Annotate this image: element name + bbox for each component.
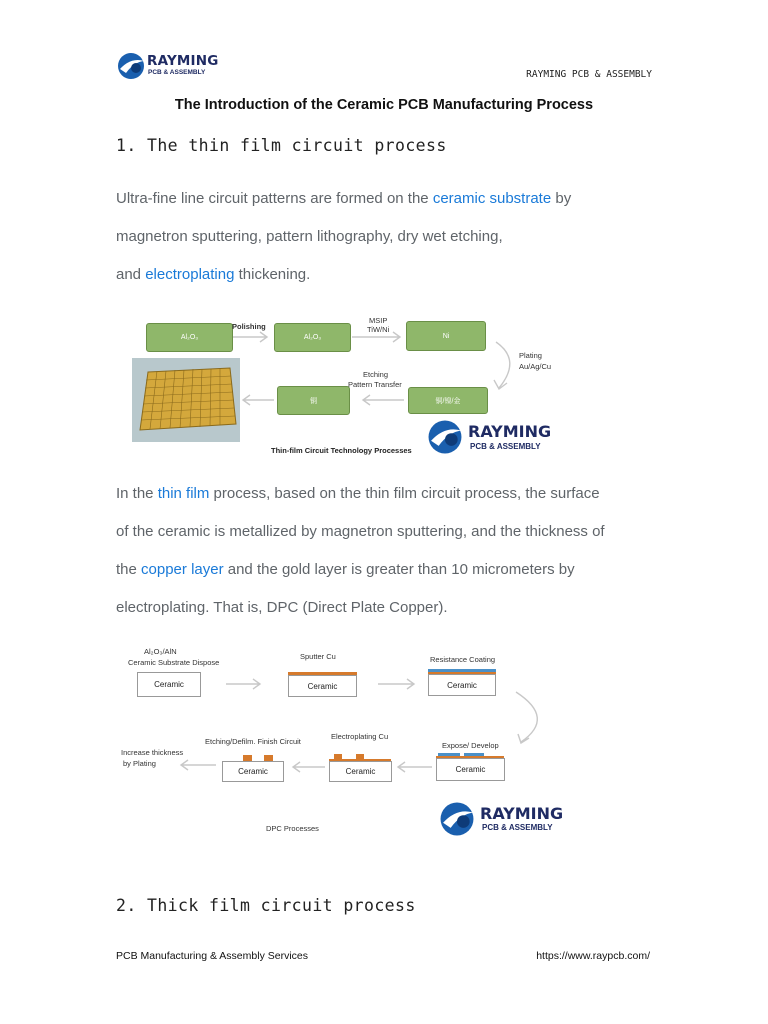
- text: the: [116, 561, 142, 578]
- link-copper-layer[interactable]: copper layer: [141, 561, 224, 578]
- label-pattern-transfer: Pattern Transfer: [348, 380, 402, 389]
- plated-panel-grid: [132, 358, 240, 442]
- process-box-al2o3-2: Al₂O₃: [274, 323, 351, 352]
- process-box-cu-ni-au: 铜/镍/金: [408, 387, 488, 414]
- label-msip: MSIP: [369, 316, 388, 325]
- label-tiw-ni: TiW/Ni: [367, 325, 390, 334]
- paragraph-line: [116, 256, 661, 294]
- rayming-logo-icon: [116, 51, 146, 81]
- watermark-logo: [426, 418, 556, 458]
- paragraph-line: [116, 475, 661, 513]
- figure-thin-film-process: [114, 310, 560, 460]
- page-title: The Introduction of the Ceramic PCB Manufacturing Process: [174, 97, 594, 113]
- link-electroplating[interactable]: electroplating: [145, 266, 235, 283]
- section-heading-thick-film: 2. Thick film circuit process: [116, 896, 416, 915]
- watermark-name: RAYMING: [480, 804, 564, 823]
- watermark-subtitle: PCB & ASSEMBLY: [482, 823, 553, 832]
- plated-panel-photo: [132, 358, 240, 442]
- paragraph-line: of the ceramic is metallized by magnetron sputtering, and the thickness of: [116, 523, 605, 540]
- text: and: [116, 266, 146, 283]
- label-plating-metals: Au/Ag/Cu: [519, 362, 552, 371]
- figure-caption-thin-film: Thin-film Circuit Technology Processes: [271, 446, 412, 455]
- label-resistance-coating: Resistance Coating: [430, 655, 496, 664]
- ceramic-box-6: Ceramic: [222, 761, 284, 782]
- text: process, based on the thin film circuit process, the surface: [209, 485, 600, 502]
- ceramic-box-1: Ceramic: [137, 672, 201, 697]
- ceramic-box-5: Ceramic: [329, 761, 392, 782]
- label-electroplating-cu: Electroplating Cu: [331, 732, 389, 741]
- text: by: [551, 190, 572, 207]
- label-increase-thickness: Increase thickness: [121, 748, 184, 757]
- label-sputter-cu: Sputter Cu: [300, 652, 336, 661]
- link-thin-film[interactable]: thin film: [157, 485, 210, 502]
- rayming-logo: [116, 50, 226, 82]
- paragraph-line: magnetron sputtering, pattern lithography, dry wet etching,: [116, 228, 503, 245]
- process-box-al2o3-1: Al₂O₃: [146, 323, 233, 352]
- section-heading-thin-film: 1. The thin film circuit process: [116, 136, 447, 155]
- label-etching: Etching: [363, 370, 389, 379]
- label-etching-defilm: Etching/Defilm. Finish Circuit: [205, 737, 301, 746]
- label-polishing: Polishing: [232, 322, 266, 331]
- logo-name: RAYMING: [147, 53, 219, 69]
- watermark-logo-icon: [426, 418, 464, 456]
- watermark-logo: [438, 800, 568, 840]
- ceramic-box-4: Ceramic: [436, 758, 505, 781]
- paragraph-line: [116, 551, 661, 589]
- ceramic-box-2: Ceramic: [288, 675, 357, 697]
- paragraph-thin-film-intro: [116, 180, 661, 294]
- text: and the gold layer is greater than 10 micrometers by: [223, 561, 575, 578]
- footer-services: PCB Manufacturing & Assembly Services: [116, 950, 308, 962]
- paragraph-line: [116, 180, 661, 218]
- paragraph-dpc: [116, 475, 661, 627]
- process-box-cu: 铜: [277, 386, 350, 415]
- label-substrate-material: Al₂O₃/AlN: [144, 647, 177, 656]
- figure-caption-dpc: DPC Processes: [266, 824, 319, 833]
- label-by-plating: by Plating: [123, 759, 156, 768]
- logo-subtitle: PCB & ASSEMBLY: [148, 69, 206, 76]
- text: In the: [116, 485, 158, 502]
- label-substrate-dispose: Ceramic Substrate Dispose: [128, 658, 220, 667]
- paragraph-line: electroplating. That is, DPC (Direct Plate Copper).: [116, 599, 448, 616]
- label-expose-develop: Expose/ Develop: [442, 741, 499, 750]
- watermark-name: RAYMING: [468, 422, 552, 441]
- link-ceramic-substrate[interactable]: ceramic substrate: [432, 190, 552, 207]
- text: Ultra-fine line circuit patterns are formed on the: [116, 190, 433, 207]
- footer-url-link[interactable]: https://www.raypcb.com/: [536, 950, 650, 962]
- watermark-subtitle: PCB & ASSEMBLY: [470, 442, 541, 451]
- label-plating: Plating: [519, 351, 542, 360]
- figure-dpc-process: [116, 640, 564, 840]
- header-company-name: RAYMING PCB & ASSEMBLY: [526, 69, 652, 80]
- watermark-logo-icon: [438, 800, 476, 838]
- process-box-ni: Ni: [406, 321, 486, 351]
- text: thickening.: [234, 266, 311, 283]
- ceramic-box-3: Ceramic: [428, 674, 496, 696]
